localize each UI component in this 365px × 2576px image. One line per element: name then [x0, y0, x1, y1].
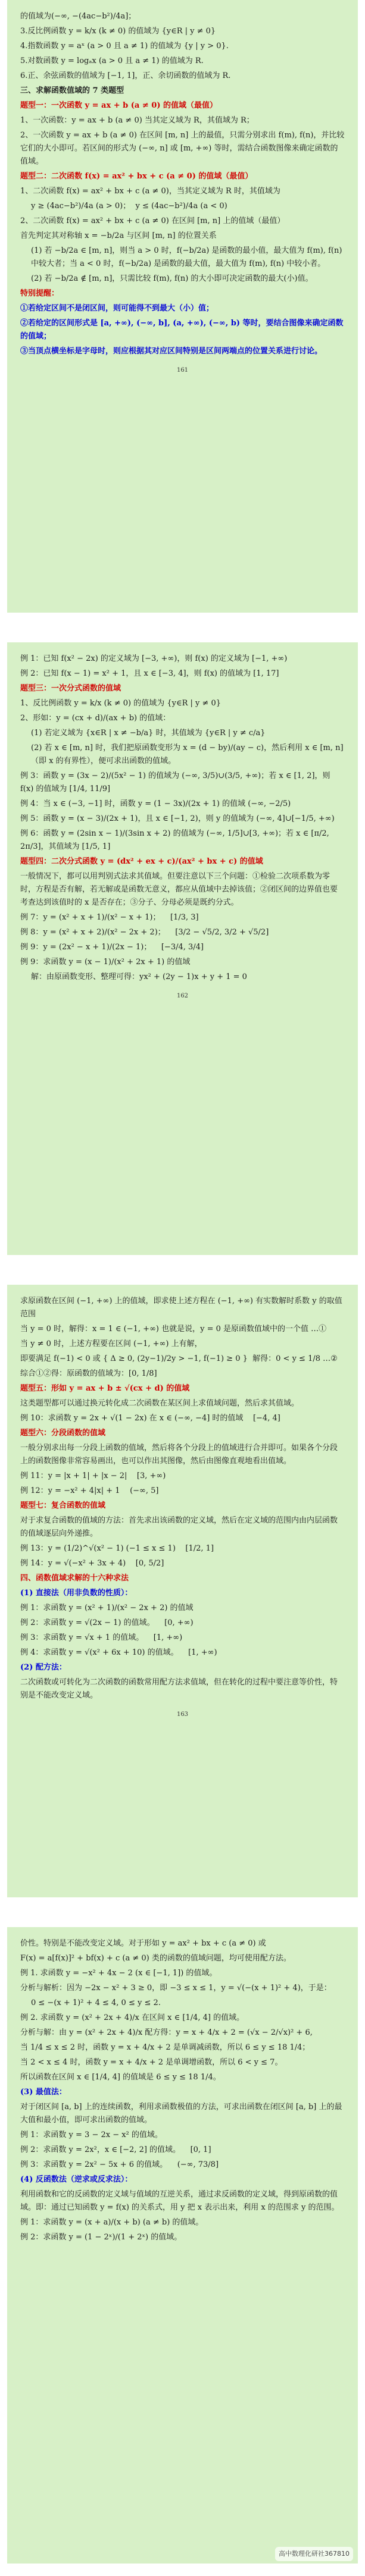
text-line: 的值域为(−∞, −(4ac−b²)/4a]；: [20, 12, 136, 21]
type-heading: 题型七：复合函数的值域: [20, 1501, 106, 1510]
solution-line: 分析与解析：因为 −2x − x² + 3 ≥ 0，即 −3 ≤ x ≤ 1，y = √(−(x + 1)² + 4)，于是：: [20, 1984, 332, 1993]
example-line: 例 1. 求函数 y = −x² + 4x − 2 (x ∈ [−1, 1]) 的值域。: [20, 1969, 217, 1978]
text-line: 二次函数或可转化为二次函数的函数常用配方法求值域，但在转化的过程中要注意等价性，特别是不能改变定义域。: [20, 1678, 338, 1700]
example-line: 例 2：求函数 y = (1 − 2ˣ)/(1 + 2ˣ) 的值域。: [20, 2233, 182, 2242]
text-line: 2、形如：y = (cx + d)/(ax + b) 的值域：: [20, 714, 171, 723]
type-heading: 题型四：二次分式函数 y = (dx² + ex + c)/(ax² + bx + c) 的值域: [20, 857, 263, 866]
example-line: 例 5：函数 y = (x − 3)/(2x + 1)，且 x ∈ [−1, 2)，则 y 的值域为 (−∞, 4]∪[−1/5, +∞): [20, 814, 335, 823]
example-line: 例 8：y = (x² + x + 2)/(x² − 2x + 2)； [3/2 − √5/2, 3/2 + √5/2]: [20, 928, 269, 937]
note-line: ①若给定区间不是闭区间，则可能得不到最大（小）值；: [20, 304, 214, 313]
text-line: 综合①②得：原函数的值域为：[0, 1/8]: [20, 1369, 157, 1378]
example-line: 例 2：求函数 y = √(2x − 1) 的值域。 [0, +∞): [20, 1618, 194, 1627]
section-heading: 三、求解函数值域的 7 类题型: [20, 86, 124, 95]
method-heading: (4) 反函数法（逆求或反求法）：: [20, 2175, 133, 2184]
watermark-label: 高中数理化研社367810: [275, 2547, 353, 2561]
text-line: F(x) = a[f(x)]² + bf(x) + c (a ≠ 0) 类的函数的值域问题，均可使用配方法。: [20, 1954, 291, 1963]
solution-line: 解：由原函数变形、整理可得：yx² + (2y − 1)x + y + 1 = 0: [31, 972, 247, 981]
example-line: 例 9：y = (2x² − x + 1)/(2x − 1)； [−3/4, 3/4]: [20, 943, 204, 952]
text-line: (1) 若 −b/2a ∈ [m, n]，则当 a > 0 时，f(−b/2a) 是函数的最小值，最大值为 f(m), f(n) 中较大者；当 a < 0 时，f(−b/2a) 是函数的最大值，最大值为 f(m), f(n) 中较小者。: [31, 246, 345, 268]
text-line: 2、二次函数 f(x) = ax² + bx + c (a ≠ 0) 在区间 [m, n] 上的值域（最值）: [20, 217, 285, 225]
example-line: 例 10：求函数 y = 2x + √(1 − 2x) 在 x ∈ (−∞, −4] 时的值域 [−4, 4]: [20, 1414, 280, 1423]
text-line: (2) 若 x ∈ [m, n] 时，我们把原函数变形为 x = (d − by)/(ay − c)，然后利用 x ∈ [m, n]（即 x 的有界性），便可求出函数的值域。: [31, 743, 344, 765]
example-line: 例 3：函数 y = (3x − 2)/(5x² − 1) 的值域为 (−∞, 3/5)∪(3/5, +∞)；若 x ∈ [1, 2]，则 f(x) 的值域为 [1/4, 11/9]: [20, 771, 333, 793]
document-page-3: [7, 1285, 358, 1897]
text-line: (2) 若 −b/2a ∉ [m, n]，只需比较 f(m), f(n) 的大小即可决定函数的最大(小)值。: [31, 274, 313, 283]
text-line: 当 y ≠ 0 时，上述方程要在区间 (−1, +∞) 上有解，: [20, 1339, 202, 1348]
text-line: 首先判定其对称轴 x = −b/2a 与区间 [m, n] 的位置关系: [20, 231, 217, 240]
example-line: 例 1：求函数 y = (x² + 1)/(x² − 2x + 2) 的值域: [20, 1604, 194, 1612]
text-line: 5.对数函数 y = logₐx (a > 0 且 a ≠ 1) 的值域为 R.: [20, 57, 204, 65]
text-line: 2、一次函数 y = ax + b (a ≠ 0) 在区间 [m, n] 上的最值，只需分别求出 f(m), f(n)，并比较它们的大小即可。若区间的形式为 (−∞, n] 或 [m, +∞) 等时，需结合函数图像来确定函数的值域。: [20, 131, 345, 166]
solution-line: 0 ≤ −(x + 1)² + 4 ≤ 4, 0 ≤ y ≤ 2.: [31, 1998, 161, 2007]
note-line: ③当顶点横坐标是字母时，则应根据其对应区间特别是区间两端点的位置关系进行讨论。: [20, 347, 323, 356]
document-page-4: [7, 1927, 358, 2564]
text-line: 3.反比例函数 y = k/x (k ≠ 0) 的值域为 {y∈R | y ≠ 0}: [20, 27, 216, 36]
example-line: 例 13：y = (1/2)^√(x² − 1) (−1 ≤ x ≤ 1) [1/2, 1]: [20, 1544, 214, 1553]
text-line: 1、反比例函数 y = k/x (k ≠ 0) 的值域为 {y∈R | y ≠ 0}: [20, 699, 222, 708]
formula-line: y ≥ (4ac−b²)/4a (a > 0)； y ≤ (4ac−b²)/4a (a < 0): [31, 202, 227, 211]
solution-line: 当 2 < x ≤ 4 时，函数 y = x + 4/x + 2 是单调增函数，所以 6 < y ≤ 7。: [20, 2058, 283, 2067]
note-line: ②若给定的区间形式是 [a, +∞), (−∞, b], (a, +∞), (−∞, b) 等时，要结合图像来确定函数的值域；: [20, 319, 344, 341]
example-line: 例 9：求函数 y = (x − 1)/(x² + 2x + 1) 的值域: [20, 958, 191, 967]
example-line: 例 1：已知 f(x² − 2x) 的定义域为 [−3, +∞)，则 f(x) 的定义域为 [−1, +∞): [20, 654, 288, 663]
text-line: 1、一次函数：y = ax + b (a ≠ 0) 当其定义域为 R，其值域为 R；: [20, 116, 254, 125]
text-line: 一般分别求出每一分段上函数的值域，然后将各个分段上的值域进行合并即可。如果各个分段上的函数图像非常容易画出，也可以作出其图像，然后由图像直观地看出值域。: [20, 1444, 338, 1466]
type-heading: 题型三：一次分式函数的值域: [20, 684, 121, 693]
page-number: 163: [176, 1711, 189, 1718]
text-line: (1) 若定义域为 {x∈R | x ≠ −b/a} 时，其值域为 {y∈R | y ≠ c/a}: [31, 729, 266, 738]
solution-line: 当 1/4 ≤ x ≤ 2 时，函数 y = x + 4/x + 2 是单调减函数，所以 6 ≤ y ≤ 18 1/4；: [20, 2043, 310, 2052]
example-line: 例 2. 求函数 y = (x² + 2x + 4)/x 在区间 x ∈ [1/4, 4] 的值域。: [20, 2013, 245, 2022]
page-number: 161: [176, 367, 189, 374]
text-line: 1、二次函数 f(x) = ax² + bx + c (a ≠ 0)，当其定义域为 R 时，其值域为: [20, 187, 280, 196]
text-line: 对于求复合函数的值域的方法：首先求出该函数的定义域，然后在定义域的范围内由内层函数的值域逐层向外递推。: [20, 1516, 338, 1538]
method-heading: (1) 直接法（用非负数的性质）：: [20, 1589, 133, 1598]
example-line: 例 4：当 x ∈ (−3, −1] 时，函数 y = (1 − 3x)/(2x + 1) 的值域 (−∞, −2/5): [20, 799, 291, 808]
example-line: 例 3：求函数 y = 2x² − 5x + 6 的值域。 (−∞, 73/8]: [20, 2160, 219, 2169]
text-line: 价性。特别是不能改变定义域。对于形如 y = ax² + bx + c (a ≠ 0) 或: [20, 1939, 266, 1948]
text-line: 一般情况下，都可以用判别式法求其值域。但要注意以下三个问题：①检验二次项系数为零时，方程是否有解，若无解或是函数无意义，都应从值域中去掉该值；②闭区间的边界值也要考查达到该值时的 x 是否存在；③分子、分母必须是既约分式。: [20, 872, 338, 907]
example-line: 例 1：求函数 y = (x + a)/(x + b) (a ≠ b) 的值域。: [20, 2218, 204, 2227]
document-page-1: [7, 0, 358, 613]
example-line: 例 1：求函数 y = 3 − 2x − x² 的值域。: [20, 2131, 163, 2139]
document-page-2: [7, 642, 358, 1255]
solution-line: 分析与解：由 y = (x² + 2x + 4)/x 配方得：y = x + 4/x + 2 = (√x − 2/√x)² + 6,: [20, 2028, 313, 2037]
type-heading: 题型六：分段函数的值域: [20, 1429, 106, 1438]
example-line: 例 7：y = (x² + x + 1)/(x² − x + 1)； [1/3, 3]: [20, 913, 199, 922]
solution-line: 所以函数在区间 x ∈ [1/4, 4] 的值域是 6 ≤ y ≤ 18 1/4。: [20, 2073, 221, 2082]
type-heading: 题型五：形如 y = ax + b ± √(cx + d) 的值域: [20, 1384, 190, 1393]
example-line: 例 2：求函数 y = 2x²，x ∈ [−2, 2] 的值域。 [0, 1]: [20, 2145, 211, 2154]
example-line: 例 12：y = −x² + 4|x| + 1 (−∞, 5]: [20, 1486, 159, 1495]
example-line: 例 2：已知 f(x − 1) = x² + 1，且 x ∈ [−3, 4]，则 f(x) 的值域为 [1, 17]: [20, 669, 279, 678]
example-line: 例 3：求函数 y = √x + 1 的值域。 [1, +∞): [20, 1633, 183, 1642]
example-line: 例 4：求函数 y = √(x² + 6x + 10) 的值域。 [1, +∞): [20, 1648, 217, 1657]
type-heading: 题型一：一次函数 y = ax + b (a ≠ 0) 的值域（最值）: [20, 101, 217, 110]
text-line: 这类题型都可以通过换元转化成二次函数在某区间上求值域问题，然后求其值域。: [20, 1399, 300, 1408]
notes-heading: 特别提醒：: [20, 289, 60, 298]
text-line: 4.指数函数 y = aˣ (a > 0 且 a ≠ 1) 的值域为 {y | y > 0}.: [20, 42, 229, 51]
example-line: 例 14：y = √(−x² + 3x + 4) [0, 5/2]: [20, 1559, 164, 1568]
text-line: 当 y = 0 时，解得：x = 1 ∈ (−1, +∞) 也就是说，y = 0 是原函数值域中的一个值 …①: [20, 1325, 327, 1334]
section-heading: 四、函数值域求解的十六种求法: [20, 1574, 129, 1583]
text-line: 求原函数在区间 (−1, +∞) 上的值域，即求使上述方程在 (−1, +∞) 有实数解时系数 y 的取值范围: [20, 1297, 342, 1319]
method-heading: (2) 配方法：: [20, 1663, 67, 1672]
type-heading: 题型二：二次函数 f(x) = ax² + bx + c (a ≠ 0) 的值域（最值）: [20, 172, 253, 181]
text-line: 6.正、余弦函数的值域为 [−1, 1]，正、余切函数的值域为 R.: [20, 71, 231, 80]
text-line: 对于闭区间 [a, b] 上的连续函数，利用求函数极值的方法，可求出函数在闭区间 [a, b] 上的最大值和最小值，即可求出函数的值域。: [20, 2103, 342, 2125]
example-line: 例 6：函数 y = (2sin x − 1)/(3sin x + 2) 的值域为 (−∞, 1/5]∪[3, +∞)；若 x ∈ [π/2, 2π/3]，其值域为 [1/5, 1]: [20, 829, 332, 851]
text-line: 即要满足 f(−1) < 0 或 { Δ ≥ 0, (2y−1)/2y > −1, f(−1) ≥ 0 } 解得：0 < y ≤ 1/8 …②: [20, 1354, 338, 1363]
example-line: 例 11：y = |x + 1| + |x − 2| [3, +∞): [20, 1471, 166, 1480]
text-line: 利用函数和它的反函数的定义域与值域的互逆关系，通过求反函数的定义域，得到原函数的值域。即：通过已知函数 y = f(x) 的关系式，用 y 把 x 表示出来，利用 x 的范围求 y 的范围。: [20, 2190, 339, 2212]
method-heading: (3) 最值法：: [20, 2088, 67, 2097]
page-number: 162: [176, 993, 189, 999]
